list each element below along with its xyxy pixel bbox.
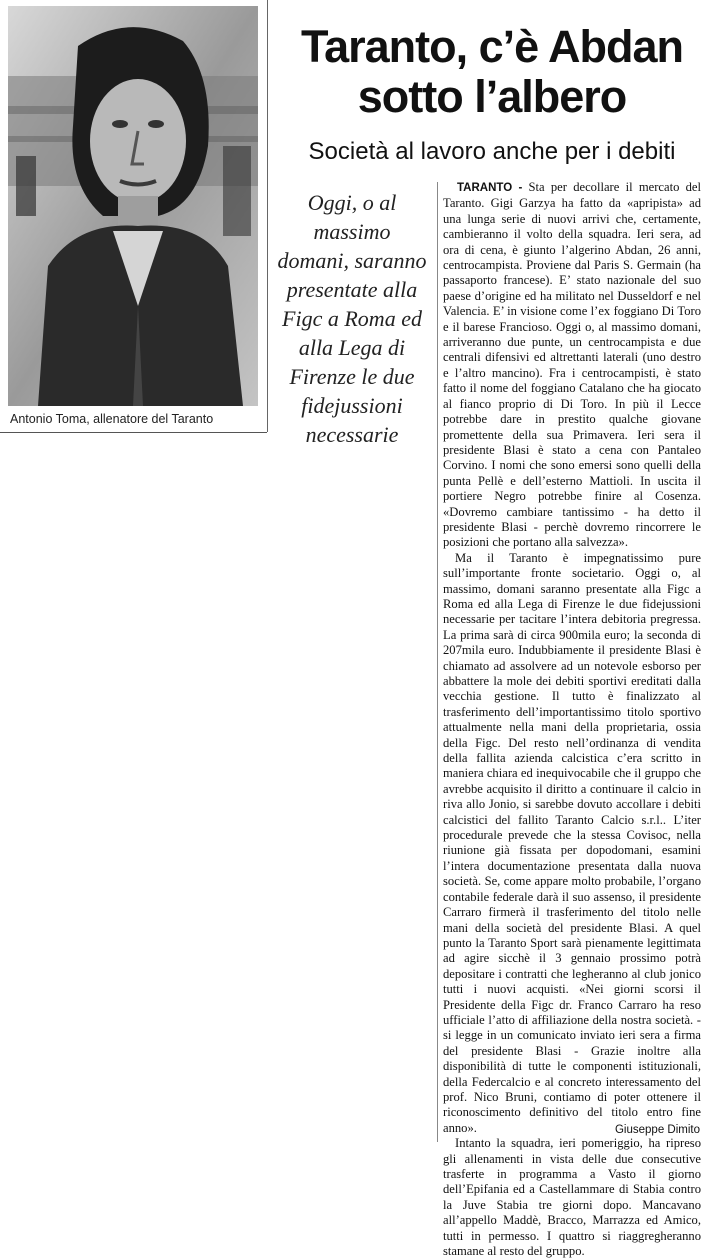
pull-quote-line: Firenze le due xyxy=(289,364,415,389)
body-paragraph xyxy=(443,180,701,551)
headline-line-1: Taranto, c’è Abdan xyxy=(300,21,684,72)
pull-quote-line: alla Lega di xyxy=(298,335,406,360)
dateline: TARANTO - xyxy=(457,182,523,194)
article-body xyxy=(443,180,701,1259)
headline-line-2: sotto l’albero xyxy=(357,71,627,122)
body-column-divider xyxy=(437,182,438,1142)
pull-quote-line: necessarie xyxy=(305,422,399,447)
pull-quote xyxy=(272,188,432,449)
body-paragraph-text: Sta per decollare il mercato del Taranto. Gigi Garzya ha fatto da «apripista» ad una lunga serie di nuovi arrivi che, certamente, cambieranno il volto della squadra. Ieri sera, ad ora di cena, è giunto l’algerino Abdan, 26 anni, centrocampista. Proviene dal Paris S. Germain (ha passaporto francese). E’ stato nazionale del suo paese d’origine ed ha militato nel Dusseldorf e nel Valencia. E’ in visione come l’ex foggiano Di Toro e il barese Francioso. Oggi o, al massimo domani, arriveranno due punte, un centrocampista e due centrali difensivi ed altrettanti laterali (uno destro e l’altro mancino). Fra i centrocampisti, è stato fatto il nome del foggiano Catalano che ha giocato al fianco proprio di Di Toro. In più il Lecce potrebbe dare in prestito qualche giovane promettente della sua Primavera. Ieri sera il presidente Blasi è stato a cena con Pantaleo Corvino. I nomi che sono emersi sono quelli della punta Pellè e dell’esterno Mattioli. In uscita il portiere Negro potrebbe finire al Cosenza. «Dovremo cambiare tantissimo - ha detto il presidente Blasi - perchè dovremo rincorrere le posizioni che portano alla salvezza». xyxy=(443,180,701,550)
pull-quote-line: massimo xyxy=(313,219,391,244)
pull-quote-line: fidejussioni xyxy=(301,393,403,418)
pull-quote-line: domani, saranno xyxy=(277,248,427,273)
coach-photo xyxy=(8,6,258,406)
subheadline: Società al lavoro anche per i debiti xyxy=(308,138,676,165)
pull-quote-line: Figc a Roma ed xyxy=(282,306,422,331)
coach-portrait-image xyxy=(8,6,258,406)
headline xyxy=(272,22,712,122)
pull-quote-line: Oggi, o al xyxy=(307,190,397,215)
author-byline: Giuseppe Dimito xyxy=(614,1124,700,1136)
body-paragraph: Ma il Taranto è impegnatissimo pure sull’importante fronte societario. Oggi o, al massimo, domani saranno presentate alla Figc a Roma ed alla Lega di Firenze le due fidejussioni necessarie per tacitare l’intera debitoria pregressa. La prima sarà di circa 900mila euro; la seconda di 207mila euro. Indubbiamente il presidente Blasi è chiamato ad assolvere ad un notevole esborso per abbattere la mole dei debiti sportivi ereditati dalla vecchia gestione. Il tutto è finalizzato al trasferimento dell’importantissimo titolo sportivo attualmente nella mani della proprietaria, ossia della Figc. Del resto nell’ordinanza di vendita della fallita azienda calcistica c’era scritto in maniera chiara ed inequivocabile che il gruppo che avrebbe acquisito il diritto a continuare il calcio in riva allo Jonio, si sarebbe dovuto accollare i debiti calcistici del fallito Taranto Calcio s.r.l.. L’iter procedurale prevede che la stessa Covisoc, nella riunione già fissata per dopodomani, esamini l’intera documentazione presentata dalla nuova società. Se, come appare molto probabile, l’organo contabile federale darà il suo assenso, il presidente Carraro firmerà il trasferimento del titolo nelle mani della società del presidente Blasi. A quel punto la Taranto Sport sarà pienamente legittimata ad agire sicchè il 3 gennaio prossimo potrà depositare i contratti che legheranno al club jonico tutti i nuovi acquisti. «Nei giorni scorsi il Presidente della Figc dr. Franco Carraro ha reso ufficiale l’atto di affiliazione della nostra società. - si legge in un comunicato inviato ieri sera a firma del presidente Blasi - Grazie inoltre alla disponibilità di tutte le componenti istituzionali, della Federcalcio e al concreto interessamento del prof. Nico Bruni, contiamo di poter ottenere il riconoscimento definitivo del titolo entro fine anno». xyxy=(443,550,701,1135)
pull-quote-line: presentate alla xyxy=(286,277,418,302)
column-divider xyxy=(267,0,268,432)
photo-bottom-rule xyxy=(0,432,267,433)
body-paragraph: Intanto la squadra, ieri pomeriggio, ha ripreso gli allenamenti in vista delle due consecutive trasferte in programma a Vasto il giorno dell’Epifania ed a Castellammare di Stabia contro la Juve Stabia tre giorni dopo. Mancavano all’appello Maddè, Bracco, Marrazza ed Amico, tutti in permesso. I quattro si riaggregheranno stamane al resto del gruppo. xyxy=(443,1136,701,1259)
photo-caption: Antonio Toma, allenatore del Taranto xyxy=(10,412,214,426)
